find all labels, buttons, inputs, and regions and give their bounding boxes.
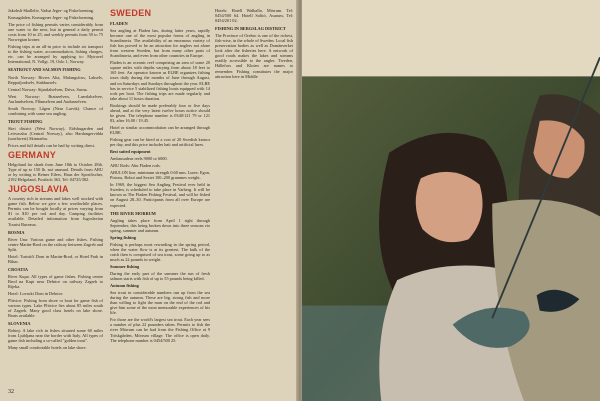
paragraph: Hotel or similar accommodation can be arranged through ELBE.: [110, 124, 210, 135]
section-heading: TROUT FISHING: [8, 118, 43, 124]
paragraph: South Norway: Lågen (Near Larvik). Chance of combining with some sea angling.: [8, 105, 103, 116]
page-number: 32: [8, 389, 14, 395]
paragraph: ABULON line, minimum strength 0.60 mm. Lures: Egon, Pirions, Robot and Sextet 100–200 grammes weight.: [110, 170, 210, 181]
paragraph: Jakobsli-Skalleliv, Vadsø Jeger- og Fiskeforening.: [8, 8, 94, 13]
paragraph: Fladen is an oceanic reef comprising an area of some 20 square miles with depths varying from about 18 feet to 165 feet. An operator known as ELBE organizes fishing tours daily during the months of June through August, and on Saturdays and Sundays throughout the year. ELBE has in service 5 stabilized fishing boats equipped with 14 rods per boat. The fishing trips are made regularly and take about 11 hours duration.: [110, 60, 210, 101]
paragraph: Hotel: Lovacki Dom in Delnice.: [8, 291, 64, 297]
section-heading: BOSNIA: [8, 229, 25, 235]
paragraph: In 1969, the biggest Sea Angling Festival ever held in Sweden, is scheduled to take place in Varberg. It will be known as The Fladen Fishing Festival, and will be fished on August 28–30. Participants from all over Europe are expected.: [110, 182, 210, 208]
country-heading: JUGOSLAVIA: [8, 184, 69, 195]
section-heading: FLADEN: [110, 21, 128, 26]
section-heading: CROATIA: [8, 266, 28, 272]
paragraph: North Norway: Rivers Alta, Malangsfoss, Lakselv, Reppafjordselv, Stabburselv.: [8, 74, 103, 85]
paragraph: Bookings should be made preferably four or five days ahead, and at the very latest twelve hours notice should be given. The telephone number is 0340/121 79 or 121 83, after 16.00 / 19.45.: [110, 102, 210, 123]
paragraph: The price of fishing permits varies considerably from one water to the next, but in general a daily permit costs from 10 to 25, and weekly permits from 50 to 75 Norwegian kroner.: [8, 22, 103, 43]
paragraph: Skei district (West Norway), Eidsbugarden and Leirvassbu (Central Norway), also Hardangervidda (southwest) Skinnarbu.: [8, 125, 103, 141]
paragraph: Helgoland for shark from June 18th to October 28th. Type of up to 150 lb. not unusual. Details from ABU or by writing to Reiner Eilers, Haus der Sportfischer, 2192 Helgoland, Postfach 363, Tel: 04725/382.: [8, 162, 103, 183]
paragraph: Hotel: Turističi Dom in Martin-Brod, or Hotel Park in Bihac.: [8, 253, 103, 264]
section-heading: THE RIVER MORRUM: [110, 210, 156, 216]
subheading: Best suited equipment: [110, 149, 151, 155]
left-page: [0, 0, 298, 401]
paragraph: River Kupa: All types of game fishes. Fishing centre Brod na Kupi near Delnice on railway Zagreb to Rijeka.: [8, 273, 103, 289]
paragraph: The Province of Orebro is one of the richest, fish-wise, in the whole of Sweden. Local fish preservation bodies as well as Domänverket look after the fisheries here. A network of good roads makes the lakes and streams readily accessible to the angler. Tiveden, Hällefors and Kloten are names to remember. Fishing constitutes the major attraction here in Middle: [215, 33, 293, 79]
subheading: Spring fishing: [110, 234, 136, 240]
paragraph: Angling takes place from April 1 right through September, this being broken down into three seasons viz spring, summer and autumn.: [110, 217, 210, 233]
paragraph: Fishing gear can be hired at a cost of 20 Swedish kronor per day, and this price includes bait and artificial lures.: [110, 136, 210, 148]
left-column-2: [110, 8, 210, 345]
paragraph: For those are the world's largest sea trout. Each year sees a number of plus 22 pounders taken. Permits to fish the river Mörrum can be had from the Fishing Office at 9 Tröskgården, Mörrum village. The office is open daily. The telephone number is 0454/500 25.: [110, 317, 210, 343]
paragraph: Fishing is perhaps most rewarding in the spring period, when the water flow is at its greatest. The bulk of the catch then is comprised of sea trout, some going up to as much as 22 pounds in weight.: [110, 241, 210, 262]
country-heading: GERMANY: [8, 150, 57, 161]
paragraph: Sea angling at Fladen has, during latter years, rapidly become one of the most popular forms of angling in Scandinavia. The availability of an enormous variety of fish has proved to be an attraction for anglers not alone from western Sweden, but from many other parts of Scandinavia, and even from other countries in Europe.: [110, 28, 210, 59]
paragraph: Fishing trips at an all-in price to include air transport to the fishing water, accommodation, fishing charges, etc. can be arranged by applying to: Mytravel International, N. Vollgt. 19, Oslo 1, Norway.: [8, 44, 103, 65]
country-heading: SWEDEN: [110, 8, 152, 18]
paragraph: During the early part of the summer the run of fresh salmon starts with fish of up to 55 pounds being killed.: [110, 271, 210, 282]
paragraph: Central Norway: Stjørdalselven, Driva, Surna.: [8, 86, 88, 92]
paragraph: Sea trout in considerable numbers run up from the sea during the autumn. These are big, strong fish and more than willing to fight the man on the end of the rod and give him some of the most memorable experiences of his life.: [110, 290, 210, 316]
paragraph: Ambassadeur reels 9000 or 6000.: [110, 156, 168, 162]
paragraph: Komagdalen, Komagvær Jeger- og Fiskeforening.: [8, 15, 95, 21]
subheading: Autumn fishing: [110, 283, 139, 289]
paragraph: ABU Rods: Abu Fladen rods.: [110, 163, 161, 169]
subheading: Summer fishing: [110, 263, 140, 269]
paragraph: Many small comfortable hotels on lake shore.: [8, 345, 87, 351]
paragraph: Bohinj: A lake rich in fishes situated some 60 miles from Ljubljana near the border with Italy. All types of game fish including a so-called "golden trout".: [8, 328, 103, 344]
paragraph: Plitvice: Fishing from shore or boat for game fish of various types. Lake Plitvice lies about 85 miles south of Zagreb. Many good class hotels on lake shore. Boats available.: [8, 298, 103, 319]
left-column-3: [215, 8, 293, 81]
paragraph: A country rich in streams and lakes well stocked with game fish. Below we give a few worthwhile places. Permits can be bought locally at prices varying from $1 to $10 per rod and day. Camping facilities available. Detailed information from Jugoslavian Tourist Bureaux.: [8, 196, 103, 227]
section-heading: SLOVENIA: [8, 321, 31, 327]
paragraph: West Norway: Bratseelven, Laerdalselvee, Aurlandselven, Flåmselven and Audunselven.: [8, 93, 103, 104]
right-page: [302, 0, 600, 401]
left-column-1: [8, 8, 103, 352]
paragraph: Hotels: Hotell Walhalla, Mörrum. Tel: 0454/500 64. Hotell Solitö, Asarum, Tel: 0454/201 02.: [215, 8, 293, 24]
section-heading: FISHING IN BERGSLAG DISTRICT: [215, 26, 286, 32]
section-heading: SEATROUT AND SALMON FISHING: [8, 67, 81, 73]
paragraph: River Una: Various game and other fishes. Fishing centre Martin-Brod on the railway between Zagreb and Split.: [8, 236, 103, 252]
fishing-couple-photo: [302, 0, 600, 401]
paragraph: Prices and full details can be had by writing direct.: [8, 143, 96, 149]
